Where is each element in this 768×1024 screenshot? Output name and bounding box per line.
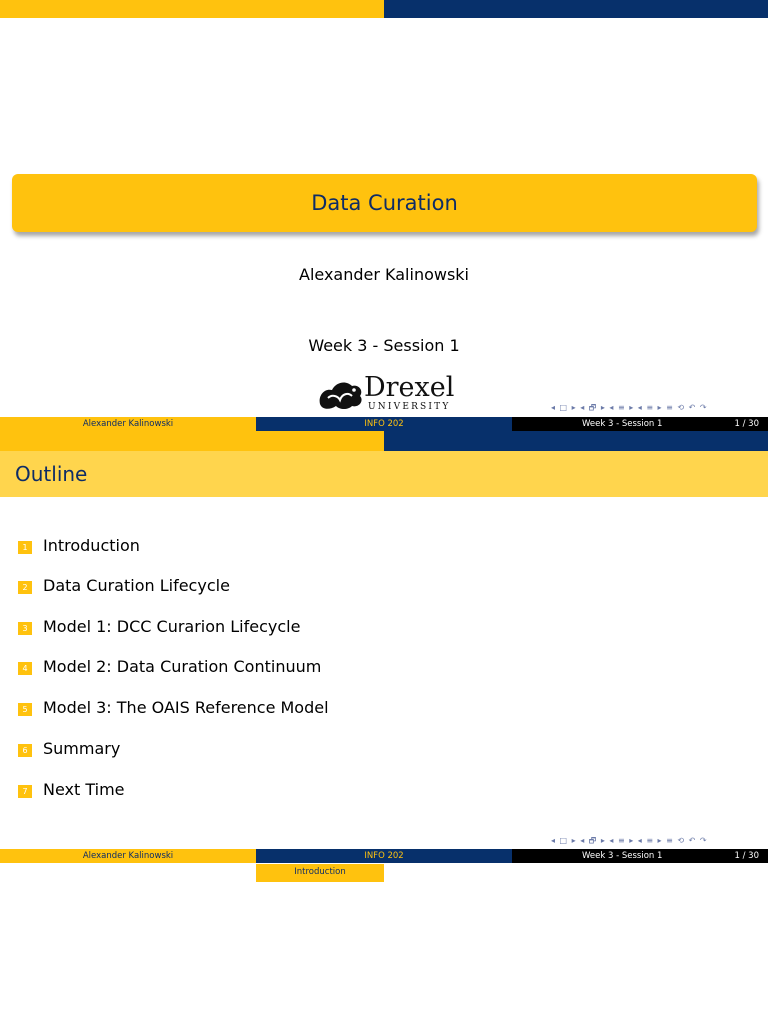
section-tab-introduction: Introduction xyxy=(256,864,384,882)
header-bar-navy xyxy=(384,0,768,18)
logo-sub: UNIVERSITY xyxy=(368,402,451,412)
toc-label: Summary xyxy=(43,738,121,758)
toc-number: 3 xyxy=(18,622,32,635)
session-date: Week 3 - Session 1 xyxy=(308,336,460,355)
footer-course: INFO 202 xyxy=(256,417,512,431)
toc-label: Model 3: The OAIS Reference Model xyxy=(43,697,329,717)
footer-course: INFO 202 xyxy=(256,849,512,863)
slide-title: Data Curation xyxy=(311,191,458,215)
toc-number: 2 xyxy=(18,581,32,594)
footer-page: 1 / 30 xyxy=(734,851,759,861)
footer-week-cell xyxy=(512,849,768,863)
toc-number: 5 xyxy=(18,703,32,716)
toc-label: Data Curation Lifecycle xyxy=(43,575,230,595)
slide2-footer xyxy=(0,849,768,863)
drexel-logo xyxy=(316,372,456,412)
footer-page: 1 / 30 xyxy=(734,419,759,429)
toc-item[interactable] xyxy=(18,615,300,637)
toc-item[interactable] xyxy=(18,737,120,759)
logo-word: Drexel xyxy=(364,372,455,403)
beamer-nav-controls[interactable]: ◂ □ ▸ ◂ 🗗 ▸ ◂ ≡ ▸ ◂ ≡ ▸ ≡ ⟲ ↶ ↷ xyxy=(551,403,708,412)
footer-author: Alexander Kalinowski xyxy=(0,417,256,431)
author-name: Alexander Kalinowski xyxy=(299,265,469,284)
footer-author: Alexander Kalinowski xyxy=(0,849,256,863)
toc-label: Model 1: DCC Curarion Lifecycle xyxy=(43,616,301,636)
footer-week-cell xyxy=(512,417,768,431)
footer-week: Week 3 - Session 1 xyxy=(582,851,663,861)
header-bar-gold xyxy=(0,0,384,18)
slide2-header-gold xyxy=(0,431,384,451)
footer-week: Week 3 - Session 1 xyxy=(582,419,663,429)
toc-number: 4 xyxy=(18,662,32,675)
toc-item[interactable] xyxy=(18,574,230,596)
toc-number: 7 xyxy=(18,785,32,798)
toc-item[interactable] xyxy=(18,696,329,718)
title-box xyxy=(12,174,757,232)
beamer-nav-controls[interactable]: ◂ □ ▸ ◂ 🗗 ▸ ◂ ≡ ▸ ◂ ≡ ▸ ≡ ⟲ ↶ ↷ xyxy=(551,836,708,845)
toc-number: 1 xyxy=(18,541,32,554)
frame-title: Outline xyxy=(0,451,768,497)
toc-item[interactable] xyxy=(18,778,125,800)
slide1-footer xyxy=(0,417,768,431)
slide2-header-navy xyxy=(384,431,768,451)
dragon-icon xyxy=(316,376,366,412)
toc-item[interactable] xyxy=(18,655,321,677)
toc-item[interactable] xyxy=(18,534,140,556)
toc-label: Model 2: Data Curation Continuum xyxy=(43,656,322,676)
toc-number: 6 xyxy=(18,744,32,757)
toc-label: Next Time xyxy=(43,779,125,799)
toc-label: Introduction xyxy=(43,535,140,555)
